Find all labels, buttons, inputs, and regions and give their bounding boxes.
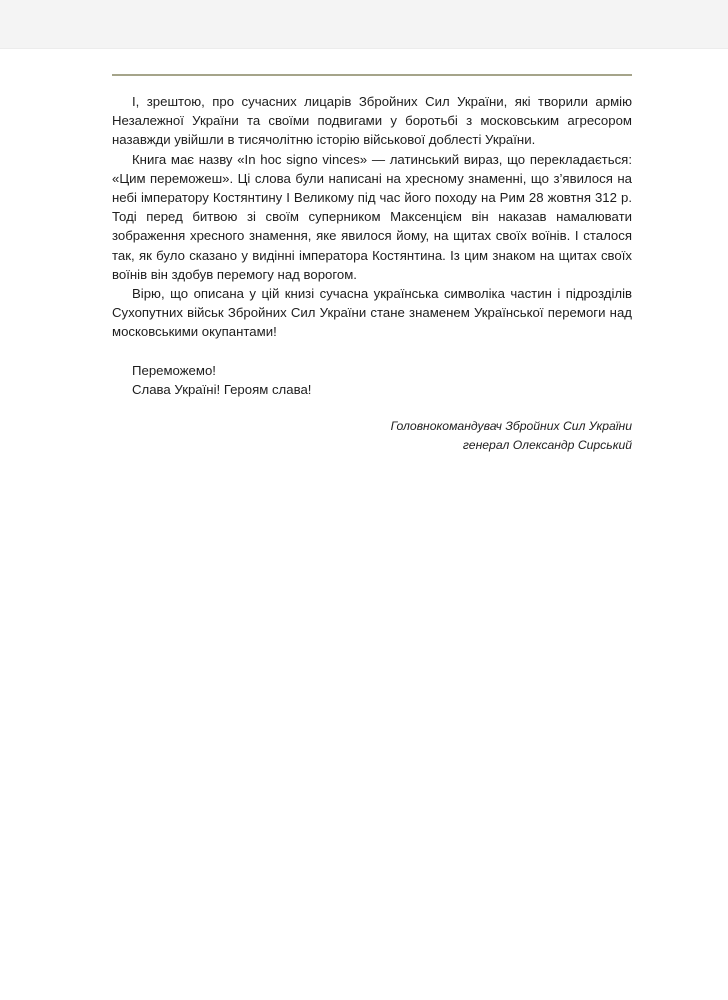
signature-block (112, 417, 632, 454)
closing-line-1: Переможемо! (132, 362, 216, 378)
paragraph-1: І, зрештою, про сучасних лицарів Збройних Сил України, які творили армію Незалежної України та своїми подвигами у боротьбі з московським агресором назавжди увійшли в тисячолітню історію військової доблесті України. (112, 94, 632, 148)
signature-name: генерал Олександр Сирський (462, 437, 632, 452)
document-page (112, 74, 632, 454)
closing-lines (112, 361, 632, 399)
body-text (112, 92, 632, 342)
closing-line-2: Слава Україні! Героям слава! (132, 381, 312, 397)
page-top-band (0, 0, 728, 49)
paragraph-3: Вірю, що описана у цій книзі сучасна українська символіка частин і підрозділів Сухопутних військ Збройних Сил України стане знаменем Української перемоги над московськими окупантами! (112, 286, 632, 340)
header-rule (112, 74, 632, 76)
signature-title: Головнокомандувач Збройних Сил України (390, 419, 632, 434)
paragraph-2: Книга має назву «In hoc signo vinces» — латинський вираз, що перекладається: «Цим переможеш». Ці слова були написані на хресному знаменні, що з’явилося на небі імператору Костянтину І Великому під час його походу на Рим 28 жовтня 312 р. Тоді перед битвою зі своїм суперником Максенцієм він наказав намалювати зображення хресного знамення, яке явилося йому, на щитах своїх воїнів. І сталося так, як було сказано у видінні імператора Костянтина. Із цим знаком на щитах своїх воїнів він здобув перемогу над ворогом. (112, 151, 632, 282)
